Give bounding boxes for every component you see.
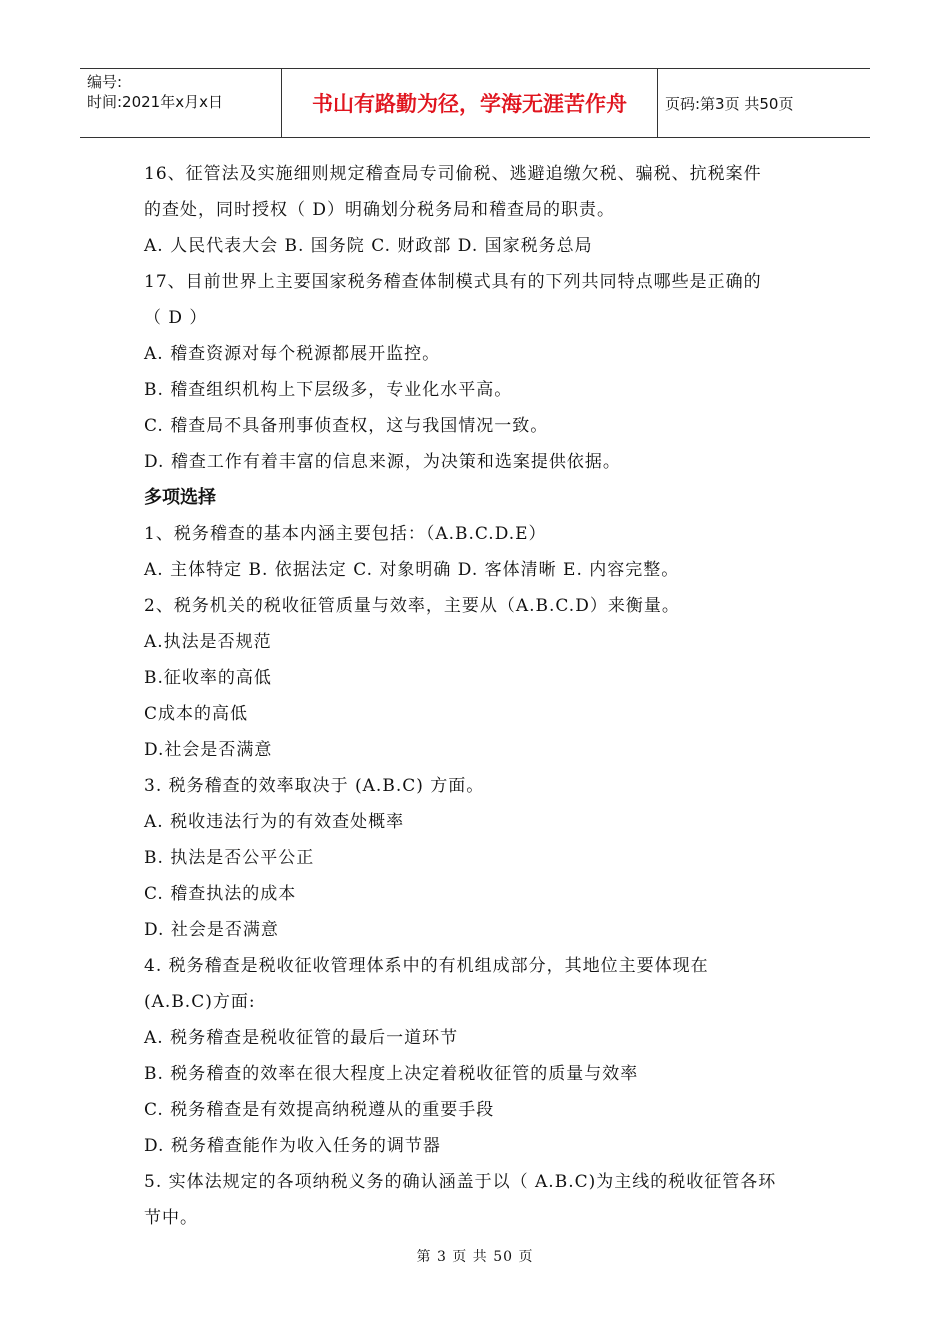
question-17-line-1: 17、目前世界上主要国家税务稽查体制模式具有的下列共同特点哪些是正确的 [144,272,762,292]
mc-question-4-option-d: D. 税务稽查能作为收入任务的调节器 [144,1136,441,1156]
mc-question-3: 3. 税务稽查的效率取决于 (A.B.C) 方面。 [144,776,485,796]
mc-question-2: 2、税务机关的税收征管质量与效率，主要从（A.B.C.D）来衡量。 [144,596,680,616]
header-motto: 书山有路勤为径，学海无涯苦作舟 [282,69,658,137]
mc-question-4-option-c: C. 税务稽查是有效提高纳税遵从的重要手段 [144,1100,495,1120]
question-17-option-c: C. 稽查局不具备刑事侦查权，这与我国情况一致。 [144,416,549,436]
question-16-options: A. 人民代表大会 B. 国务院 C. 财政部 D. 国家税务总局 [144,236,593,256]
mc-question-2-option-a: A.执法是否规范 [144,632,272,652]
mc-question-2-option-d: D.社会是否满意 [144,740,273,760]
mc-question-4-option-a: A. 税务稽查是税收征管的最后一道环节 [144,1028,459,1048]
page-footer: 第 3 页 共 50 页 [416,1249,534,1265]
mc-question-2-option-b: B.征收率的高低 [144,668,272,688]
header-page-info: 页码:第3页 共50页 [665,94,794,113]
mc-question-3-option-c: C. 稽查执法的成本 [144,884,297,904]
document-body [144,156,824,1236]
mc-question-3-option-d: D. 社会是否满意 [144,920,279,940]
question-17-option-d: D. 稽查工作有着丰富的信息来源，为决策和选案提供依据。 [144,452,621,472]
section-heading-multiple-choice: 多项选择 [144,487,216,508]
document-number-label: 编号: [87,73,123,91]
mc-question-5-line-2: 节中。 [144,1208,198,1228]
mc-question-3-option-a: A. 税收违法行为的有效查处概率 [144,812,405,832]
question-17-option-b: B. 稽查组织机构上下层级多，专业化水平高。 [144,380,513,400]
header-meta [80,69,282,137]
mc-question-4-line-1: 4. 税务稽查是税收征收管理体系中的有机组成部分，其地位主要体现在 [144,956,709,976]
mc-question-5-line-1: 5. 实体法规定的各项纳税义务的确认涵盖于以（ A.B.C)为主线的税收征管各环 [144,1172,777,1192]
question-17-answer: （ D ） [144,308,208,328]
question-16-line-1: 16、征管法及实施细则规定稽查局专司偷税、逃避追缴欠税、骗税、抗税案件 [144,164,762,184]
question-16-line-2: 的查处，同时授权（ D）明确划分税务局和稽查局的职责。 [144,200,616,220]
document-date: 时间:2021年x月x日 [87,93,223,111]
mc-question-4-option-b: B. 税务稽查的效率在很大程度上决定着税收征管的质量与效率 [144,1064,639,1084]
mc-question-2-option-c: C成本的高低 [144,704,249,724]
mc-question-4-line-2: (A.B.C)方面: [144,992,256,1012]
question-17-option-a: A. 稽查资源对每个税源都展开监控。 [144,344,441,364]
mc-question-1-options: A. 主体特定 B. 依据法定 C. 对象明确 D. 客体清晰 E. 内容完整。 [144,560,680,580]
page-header [80,68,870,138]
mc-question-3-option-b: B. 执法是否公平公正 [144,848,315,868]
mc-question-1: 1、税务稽查的基本内涵主要包括：（A.B.C.D.E） [144,524,547,544]
